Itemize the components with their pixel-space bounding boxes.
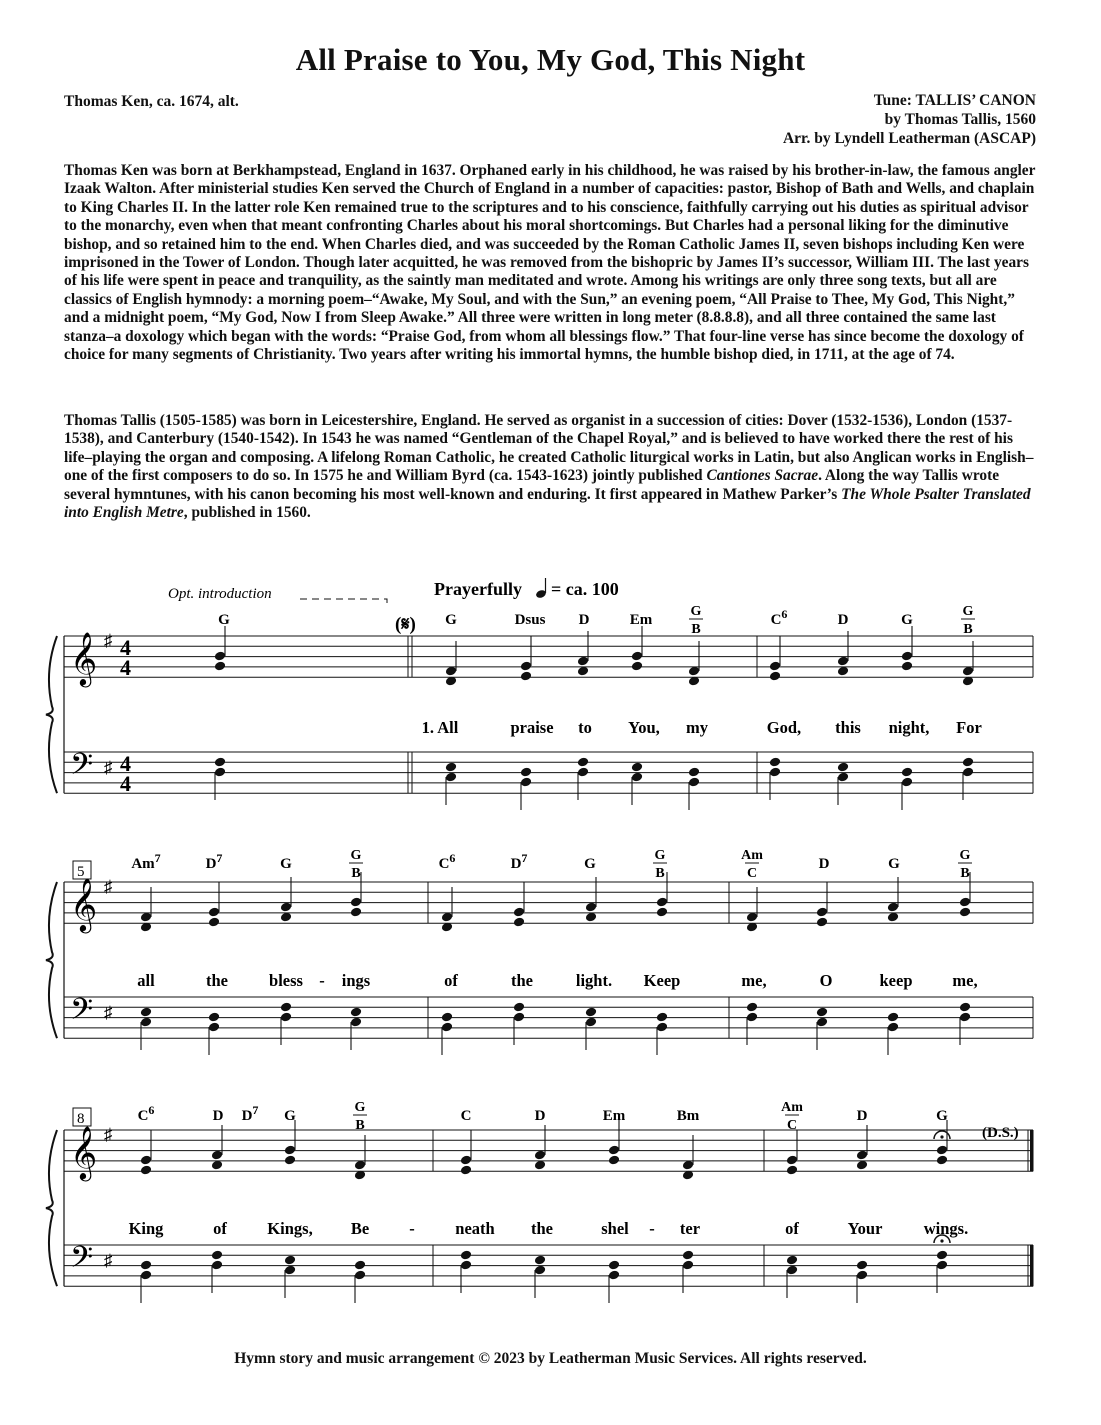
note-head — [513, 1011, 526, 1022]
note-head — [354, 1269, 367, 1280]
measure-number: 8 — [77, 1111, 85, 1127]
lyrics — [129, 718, 982, 1238]
note-head — [656, 906, 669, 917]
lyric-syllable: the — [511, 971, 533, 990]
chord-bass: B — [963, 622, 973, 637]
chord-symbol: G — [280, 856, 292, 872]
note-head — [608, 1154, 621, 1165]
note-head — [688, 766, 701, 777]
note-head — [513, 916, 526, 927]
chord-symbol: Am — [741, 848, 763, 863]
lyric-syllable: night, — [888, 718, 930, 737]
brace — [46, 1130, 57, 1286]
note-head — [837, 655, 850, 666]
note-head — [441, 1021, 454, 1032]
tempo-value: = ca. 100 — [551, 579, 619, 599]
chord-symbol: G — [901, 612, 913, 628]
lyric-syllable: keep — [879, 971, 913, 990]
chord-symbol: $D^7$ — [205, 851, 223, 872]
chord-symbol: G — [445, 612, 457, 628]
note-head — [962, 756, 975, 767]
note-head — [585, 1006, 598, 1017]
chord-bass: B — [655, 866, 665, 881]
sharp-icon: ♯ — [104, 631, 113, 650]
note-head — [513, 1001, 526, 1012]
note-head — [208, 906, 221, 917]
tune-credits — [783, 91, 1036, 148]
lyric-syllable: Keep — [643, 971, 681, 990]
note-head — [959, 1011, 972, 1022]
note-head — [769, 756, 782, 767]
note-head — [208, 1011, 221, 1022]
note-head — [631, 761, 644, 772]
time-signature: 4 — [120, 751, 131, 776]
note-head — [901, 776, 914, 787]
note-head — [786, 1164, 799, 1175]
sharp-icon: ♯ — [104, 758, 113, 777]
tune-name: Tune: TALLIS’ CANON — [873, 92, 1036, 109]
note-head — [280, 901, 293, 912]
chord-symbol: Em — [602, 1108, 626, 1124]
note-head — [959, 896, 972, 907]
treble-clef-icon: 𝄞 — [70, 633, 98, 684]
lyric-syllable: of — [213, 1219, 227, 1238]
note-head — [585, 901, 598, 912]
note-head — [887, 1021, 900, 1032]
lyric-syllable: neath — [455, 1219, 495, 1238]
sharp-icon: ♯ — [104, 1003, 113, 1022]
lyric-syllable: to — [578, 718, 592, 737]
note-head — [769, 660, 782, 671]
note-head — [608, 1269, 621, 1280]
note-head — [140, 1164, 153, 1175]
hymn-story-paragraph-1 — [64, 162, 1042, 364]
note-head — [631, 660, 644, 671]
lyric-syllable: Kings, — [267, 1219, 313, 1238]
note-head — [140, 1259, 153, 1270]
music-score — [0, 570, 1101, 1340]
note-head — [608, 1259, 621, 1270]
note-head — [856, 1149, 869, 1160]
text-author: Thomas Ken, ca. 1674, alt. — [64, 93, 239, 110]
chord-bass: B — [351, 866, 361, 881]
note-head — [460, 1154, 473, 1165]
note-head — [284, 1264, 297, 1275]
lyric-syllable: the — [531, 1219, 553, 1238]
note-head — [856, 1259, 869, 1270]
note-head — [688, 776, 701, 787]
chord-symbol: G — [354, 1100, 366, 1115]
chord-symbol: Am — [781, 1100, 803, 1115]
lyric-syllable: of — [444, 971, 458, 990]
note-head — [441, 1011, 454, 1022]
intro-bracket — [300, 599, 387, 606]
story-text: Thomas Ken was born at Berkhampstead, England in 1637. Orphaned early in his childhood, he was raised by his brother-in-law, the famous angler Izaak Walton. After ministerial studies Ken served the Church of England in a number of capacities: pastor, Bishop of Bath and Wells, and chaplain to King Charles II. In the latter role Ken remained true to the scriptures and to his conscience, faithfully carrying out his duties as spiritual advisor to the monarchy, even when that meant confronting Charles about his moral shortcomings. But Charles had a personal liking for the diminutive bishop, and so retained him to the end. When Charles died, and was succeeded by the Roman Catholic James II, seven bishops including Ken were imprisoned in the Tower of London. Though later acquitted, he was removed from the bishopric by James II’s successor, William III. The last years of his life were spent in peace and tranquility, as the saintly man meditated and wrote. Among his writings are only three song texts, but all are classics of English hymnody: a morning poem–“Awake, My Soul, and with the Sun,” an evening poem, “All Praise to Thee, My God, This Night,” and a midnight poem, “My God, Now I from Sleep Awake.” All three were written in long meter (8.8.8.8), and all three contained the same last stanza–a doxology which began with the words: “Praise God, from whom all blessings flow.” That four-line verse has since become the doxology of choice for many segments of Christianity. Two years after writing his immortal hymns, the humble bishop died, in 1711, at the age of 74. — [64, 162, 1036, 364]
sharp-icon: ♯ — [104, 1251, 113, 1270]
note-head — [746, 1001, 759, 1012]
note-head — [211, 1149, 224, 1160]
lyric-syllable: - — [319, 971, 325, 990]
note-head — [656, 1021, 669, 1032]
chord-symbol: $C^6$ — [137, 1103, 155, 1124]
time-signature: 4 — [120, 655, 131, 680]
note-head — [140, 1006, 153, 1017]
note-head — [208, 916, 221, 927]
note-head — [211, 1249, 224, 1260]
story-text-part: Thomas Tallis (1505-1585) was born in Leicestershire, England. He served as organist in a succession of cities: Dover (1532-1536), London (1537-1538), and Canterbury (1540-1542). In 1543 he was named “Gentleman of the Chapel Royal,” and is believed to have worked there the rest of his life–playing the organ and composing. A lifelong Roman Catholic, he created Catholic liturgical works in Latin, but also Anglican works in English–one of the first composers to do so. In 1575 he and William Byrd (ca. 1543-1623) jointly published — [64, 412, 1034, 485]
staff-system — [46, 877, 1033, 1038]
lyric-syllable: - — [649, 1219, 655, 1238]
note-head — [816, 1016, 829, 1027]
treble-clef-icon: 𝄞 — [70, 879, 98, 930]
chord-symbol: $D^7$ — [241, 1103, 259, 1124]
lyric-syllable: me, — [952, 971, 978, 990]
note-head — [534, 1254, 547, 1265]
brace — [46, 882, 57, 1038]
intro-label: Opt. introduction — [168, 586, 272, 602]
note-head — [936, 1249, 949, 1260]
note-head — [936, 1144, 949, 1155]
lyric-syllable: wings. — [923, 1219, 969, 1238]
note-head — [520, 660, 533, 671]
note-head — [460, 1164, 473, 1175]
chord-symbol: Bm — [676, 1108, 700, 1124]
copyright-footer: Hymn story and music arrangement © 2023 by Leatherman Music Services. All rights reserved. — [234, 1350, 867, 1367]
bass-clef-icon: 𝄢 — [70, 748, 94, 788]
note-head — [786, 1254, 799, 1265]
lyric-syllable: O — [819, 971, 833, 990]
note-head — [350, 896, 363, 907]
staff-system — [46, 631, 1033, 796]
note-head — [350, 1016, 363, 1027]
note-head — [577, 766, 590, 777]
note-head — [816, 916, 829, 927]
sharp-icon: ♯ — [104, 1125, 113, 1144]
chord-symbol: G — [690, 604, 702, 619]
treble-clef-icon: 𝄞 — [70, 1127, 98, 1178]
note-head — [520, 670, 533, 681]
note-head — [214, 660, 227, 671]
chord-symbol: Em — [629, 612, 653, 628]
lyric-syllable: 1. All — [421, 718, 459, 737]
lyric-syllable: You, — [628, 718, 660, 737]
story-text-part: , published in 1560. — [183, 504, 311, 522]
chord-symbol: G — [962, 604, 974, 619]
chord-symbol: D — [818, 856, 830, 872]
lyric-syllable: For — [956, 718, 982, 737]
tempo-text: Prayerfully — [434, 579, 522, 599]
note-head — [520, 766, 533, 777]
note-head — [585, 1016, 598, 1027]
chord-symbol: G — [350, 848, 362, 863]
note-head — [816, 906, 829, 917]
note-head — [608, 1144, 621, 1155]
note-head — [350, 1006, 363, 1017]
chord-bass: C — [786, 1118, 798, 1133]
note-head — [520, 776, 533, 787]
note-head — [962, 766, 975, 777]
lyric-syllable: shel — [601, 1219, 629, 1238]
note-head — [214, 766, 227, 777]
note-head — [140, 1016, 153, 1027]
note-head — [631, 650, 644, 661]
chord-symbol: D — [578, 612, 590, 628]
lyric-syllable: praise — [510, 718, 554, 737]
note-head — [901, 660, 914, 671]
chord-symbol: D — [856, 1108, 868, 1124]
note-head — [577, 756, 590, 767]
note-head — [959, 906, 972, 917]
chord-bass: B — [355, 1118, 365, 1133]
lyric-syllable: King — [128, 1219, 164, 1238]
brace — [46, 636, 57, 793]
note-head — [284, 1154, 297, 1165]
story-text — [64, 412, 1042, 522]
note-head — [887, 901, 900, 912]
lyric-syllable: the — [206, 971, 228, 990]
chord-symbol: Dsus — [514, 612, 546, 628]
note-head — [350, 906, 363, 917]
lyric-syllable: Be — [350, 1219, 370, 1238]
tune-arranger: Arr. by Lyndell Leatherman (ASCAP) — [782, 130, 1036, 147]
time-signature: 4 — [120, 635, 131, 660]
chord-bass: B — [960, 866, 970, 881]
tune-composer: by Thomas Tallis, 1560 — [884, 111, 1036, 128]
measure-number: 5 — [77, 864, 85, 880]
note-head — [682, 1259, 695, 1270]
note-head — [769, 670, 782, 681]
chord-symbol: G — [218, 612, 230, 628]
chord-symbol: G — [284, 1108, 296, 1124]
note-head — [354, 1259, 367, 1270]
note-head — [460, 1249, 473, 1260]
chord-symbol: G — [959, 848, 971, 863]
book-title: Cantiones Sacrae — [706, 467, 819, 485]
note-head — [214, 650, 227, 661]
chord-symbol: D — [837, 612, 849, 628]
chord-symbol: $C^6$ — [438, 851, 456, 872]
lyric-syllable: my — [686, 718, 708, 737]
note-head — [769, 766, 782, 777]
lyric-syllable: light. — [575, 971, 613, 990]
book-title: The Whole Psalter Translated into English Metre — [64, 485, 1031, 522]
chord-symbol: D — [212, 1108, 224, 1124]
note-head — [284, 1254, 297, 1265]
note-head — [936, 1259, 949, 1270]
note-head — [534, 1264, 547, 1275]
note-head — [786, 1154, 799, 1165]
note-head — [577, 655, 590, 666]
chord-symbol: G — [888, 856, 900, 872]
chord-symbol: G — [936, 1108, 948, 1124]
note-head — [211, 1259, 224, 1270]
note-head — [959, 1001, 972, 1012]
note-head — [887, 1011, 900, 1022]
note-head — [214, 756, 227, 767]
note-head — [513, 906, 526, 917]
note-head — [837, 771, 850, 782]
chord-symbol: G — [584, 856, 596, 872]
lyric-syllable: ings — [341, 971, 371, 990]
note-head — [280, 1011, 293, 1022]
note-head — [746, 1011, 759, 1022]
note-head — [856, 1269, 869, 1280]
note-head — [901, 650, 914, 661]
note-head — [460, 1259, 473, 1270]
lyric-syllable: bless — [269, 971, 303, 990]
note-head — [837, 761, 850, 772]
page-title: All Praise to You, My God, This Night — [295, 42, 806, 77]
hymn-story-paragraph-2 — [64, 412, 1042, 522]
chord-symbol: $D^7$ — [510, 851, 528, 872]
note-head — [445, 761, 458, 772]
bass-clef-icon: 𝄢 — [70, 993, 94, 1033]
chord-symbol: C — [460, 1108, 472, 1124]
note-head — [445, 771, 458, 782]
sharp-icon: ♯ — [104, 877, 113, 896]
chord-symbol: G — [654, 848, 666, 863]
note-head — [140, 1269, 153, 1280]
note-head — [936, 1154, 949, 1165]
note-head — [631, 771, 644, 782]
chord-symbol: D — [534, 1108, 546, 1124]
lyric-syllable: ter — [679, 1219, 701, 1238]
note-head — [682, 1249, 695, 1260]
chord-symbol: $C^6$ — [770, 607, 788, 628]
chord-bass: C — [746, 866, 758, 881]
note-head — [208, 1021, 221, 1032]
dal-segno: (D.S.) — [982, 1125, 1019, 1141]
chord-symbol: Am$^7$ — [131, 851, 161, 872]
time-signature: 4 — [120, 771, 131, 796]
lyric-syllable: God, — [766, 718, 802, 737]
lyric-syllable: Your — [847, 1219, 883, 1238]
note-head — [786, 1264, 799, 1275]
chord-bass: B — [691, 622, 701, 637]
note-head — [280, 1001, 293, 1012]
segno-sign: (𝄋) — [395, 614, 416, 635]
lyric-syllable: me, — [741, 971, 767, 990]
bass-clef-icon: 𝄢 — [70, 1241, 94, 1281]
story-text-part: . Along the way Tallis wrote several hymntunes, with his canon becoming his most well-known and enduring. It first appeared in Mathew Parker’s — [64, 467, 1000, 503]
note-head — [284, 1144, 297, 1155]
lyric-syllable: - — [409, 1219, 415, 1238]
note-head — [656, 1011, 669, 1022]
note-head — [901, 766, 914, 777]
lyric-syllable: of — [785, 1219, 799, 1238]
lyric-syllable: all — [137, 971, 155, 990]
note-head — [534, 1149, 547, 1160]
note-head — [656, 896, 669, 907]
note-head — [816, 1006, 829, 1017]
lyric-syllable: this — [835, 718, 861, 737]
note-head — [140, 1154, 153, 1165]
